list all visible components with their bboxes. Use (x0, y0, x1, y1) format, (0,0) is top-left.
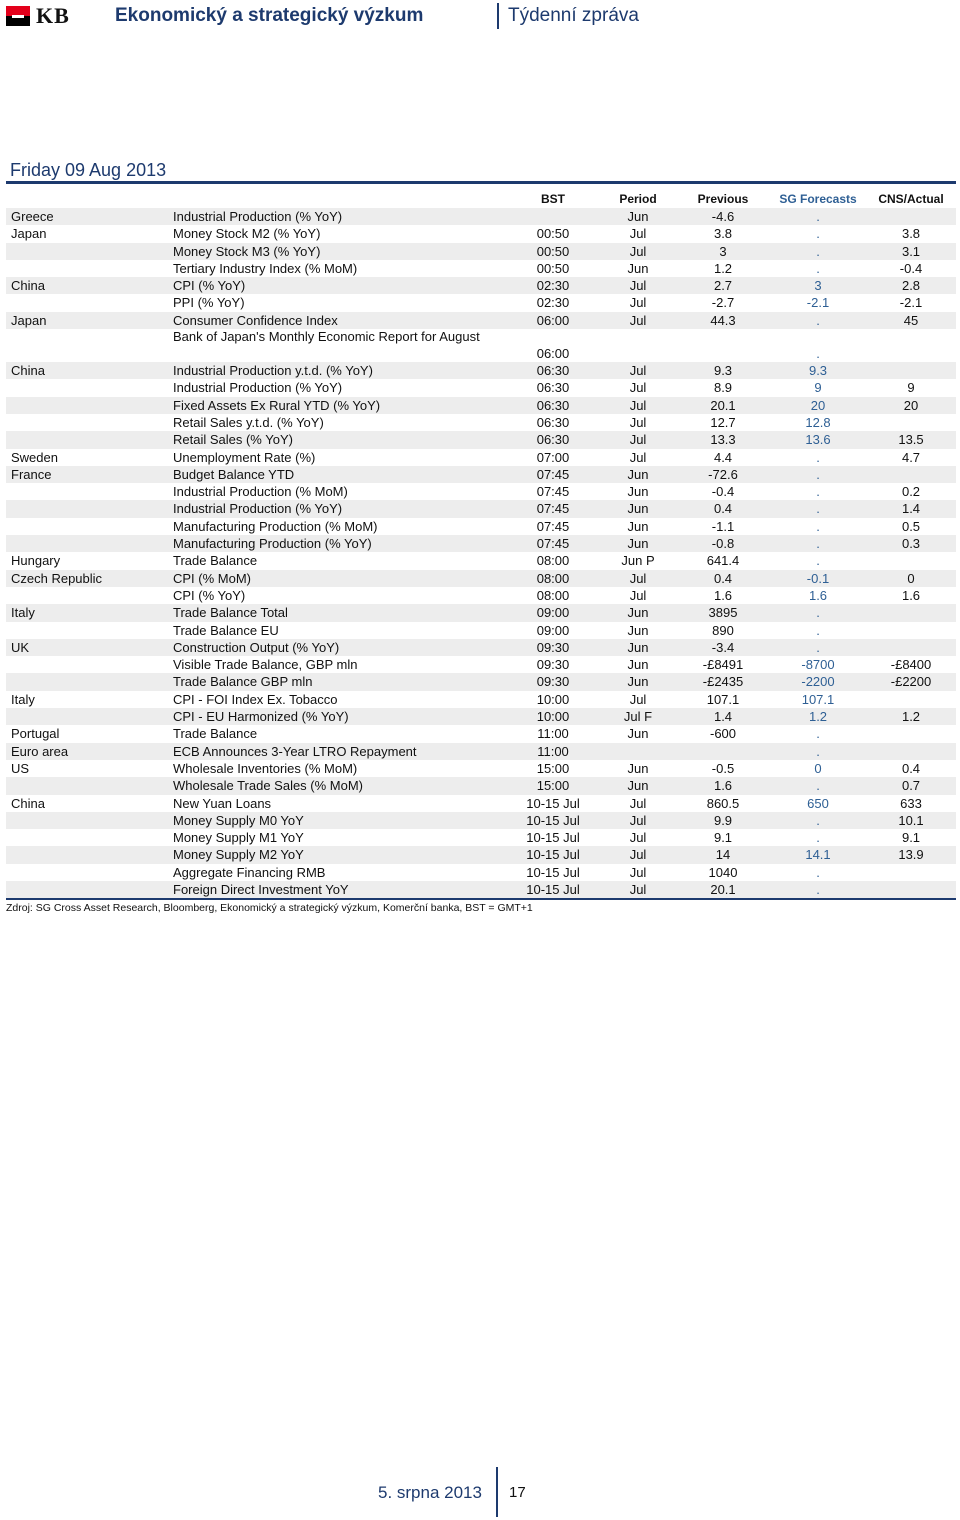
cell-period: Jul (629, 243, 647, 259)
cell-bst: 09:30 (536, 674, 570, 690)
cell-previous: 44.3 (710, 312, 736, 328)
cell-sg: . (816, 881, 820, 897)
table-row (6, 243, 956, 260)
table-row (6, 260, 956, 277)
cell-bst: 00:50 (536, 260, 570, 276)
economic-calendar-table (6, 190, 956, 900)
cell-bst: 10-15 Jul (526, 812, 580, 828)
header-period: Period (619, 192, 657, 206)
cell-bst: 07:45 (536, 501, 570, 517)
cell-cns: 0.7 (901, 778, 921, 794)
table-row (6, 362, 956, 379)
cell-country: China (11, 278, 45, 294)
cell-cns: 45 (903, 312, 919, 328)
cell-previous: 9.9 (713, 812, 733, 828)
cell-sg: . (816, 226, 820, 242)
cell-previous: -600 (709, 726, 737, 742)
cell-event: Industrial Production y.t.d. (% YoY) (173, 363, 373, 379)
cell-period: Jul (629, 864, 647, 880)
table-row (6, 604, 956, 621)
header-bst: BST (541, 192, 565, 206)
cell-event: Industrial Production (% MoM) (173, 484, 348, 500)
cell-previous: -£8491 (702, 657, 744, 673)
cell-country: Italy (11, 605, 35, 621)
cell-period: Jul (629, 432, 647, 448)
cell-period: Jul (629, 312, 647, 328)
cell-sg: . (816, 726, 820, 742)
cell-previous: -£2435 (702, 674, 744, 690)
cell-previous: 1040 (708, 864, 738, 880)
cell-cns: 1.2 (901, 709, 921, 725)
cell-bst: 02:30 (536, 295, 570, 311)
cell-period: Jul (629, 295, 647, 311)
cell-sg: -0.1 (806, 570, 830, 586)
cell-cns: 1.6 (901, 587, 921, 603)
cell-period: Jun (627, 501, 649, 517)
cell-period: Jul (629, 414, 647, 430)
cell-sg: 650 (807, 795, 829, 811)
cell-bst: 06:30 (536, 432, 570, 448)
table-row (6, 500, 956, 517)
cell-cns: 13.5 (898, 432, 924, 448)
cell-event: Trade Balance (173, 726, 258, 742)
cell-previous: 20.1 (710, 881, 736, 897)
table-row (6, 535, 956, 552)
cell-previous: 3.8 (713, 226, 733, 242)
cell-cns: 3.1 (901, 243, 921, 259)
cell-sg: . (816, 536, 820, 552)
cell-previous: -0.5 (711, 760, 735, 776)
table-row (6, 329, 956, 362)
title-rule (6, 181, 956, 184)
cell-bst: 00:50 (536, 243, 570, 259)
cell-event: Money Supply M2 YoY (173, 847, 304, 863)
table-row (6, 397, 956, 414)
table-row (6, 864, 956, 881)
cell-country: UK (11, 639, 30, 655)
header-sg-forecasts: SG Forecasts (779, 192, 857, 206)
cell-period: Jun (627, 622, 649, 638)
cell-sg: -2.1 (806, 295, 830, 311)
cell-bst: 09:30 (536, 657, 570, 673)
cell-period: Jun (627, 209, 649, 224)
cell-period: Jun (627, 518, 649, 534)
cell-bst: 06:30 (536, 363, 570, 379)
cell-previous: 20.1 (710, 397, 736, 413)
cell-event: Money Stock M3 (% YoY) (173, 243, 321, 259)
cell-bst: 10-15 Jul (526, 795, 580, 811)
cell-event: Foreign Direct Investment YoY (173, 881, 349, 897)
cell-previous: 2.7 (713, 278, 733, 294)
cell-sg: . (816, 812, 820, 828)
cell-bst: 08:00 (536, 587, 570, 603)
header-cns-actual: CNS/Actual (878, 192, 944, 206)
cell-event: Wholesale Trade Sales (% MoM) (173, 778, 364, 794)
cell-cns: 633 (900, 795, 922, 811)
cell-previous: 0.4 (713, 570, 733, 586)
cell-bst: 11:00 (537, 743, 569, 759)
cell-previous: 3895 (708, 605, 738, 621)
cell-event: Consumer Confidence Index (173, 312, 338, 328)
cell-sg: . (816, 830, 820, 846)
cell-period: Jun (627, 778, 649, 794)
table-row (6, 449, 956, 466)
cell-event: Trade Balance (173, 553, 258, 569)
cell-previous: 9.3 (713, 363, 733, 379)
cell-event: Money Supply M0 YoY (173, 812, 304, 828)
cell-bst: 10-15 Jul (526, 881, 580, 897)
cell-previous: 4.4 (713, 449, 733, 465)
table-row (6, 725, 956, 742)
cell-event: Retail Sales y.t.d. (% YoY) (173, 414, 324, 430)
kb-logo (6, 3, 70, 28)
cell-sg: . (816, 605, 820, 621)
cell-sg: . (816, 553, 820, 569)
cell-sg: . (816, 622, 820, 638)
cell-bst: 10-15 Jul (526, 830, 580, 846)
cell-period: Jun (627, 726, 649, 742)
table-row (6, 846, 956, 863)
cell-sg: 12.8 (805, 414, 831, 430)
cell-bst: 10:00 (536, 709, 570, 725)
table-row (6, 294, 956, 311)
cell-previous: 1.4 (713, 709, 733, 725)
cell-period: Jul (629, 397, 647, 413)
cell-bst: 07:00 (536, 449, 570, 465)
cell-sg: 9 (814, 380, 822, 396)
cell-event: Unemployment Rate (%) (173, 449, 316, 465)
cell-previous: 1.6 (713, 778, 733, 794)
table-row (6, 708, 956, 725)
table-row (6, 656, 956, 673)
cell-country: US (11, 760, 30, 776)
table-row (6, 743, 956, 760)
cell-cns: 0.5 (901, 518, 921, 534)
cell-previous: 1.2 (713, 260, 733, 276)
cell-cns: 9 (907, 380, 915, 396)
cell-event: Bank of Japan's Monthly Economic Report for August (173, 329, 480, 345)
cell-cns: -2.1 (899, 295, 923, 311)
cell-period: Jul (629, 363, 647, 379)
header-title: Ekonomický a strategický výzkum (115, 5, 424, 26)
cell-cns: 0.3 (901, 536, 921, 552)
cell-sg: . (816, 466, 820, 482)
cell-period: Jun (627, 484, 649, 500)
cell-previous: 8.9 (713, 380, 733, 396)
cell-period: Jul (629, 691, 647, 707)
cell-event: Trade Balance EU (173, 622, 279, 638)
table-row (6, 379, 956, 396)
cell-bst: 15:00 (536, 778, 570, 794)
cell-period: Jun (627, 760, 649, 776)
cell-event: Manufacturing Production (% MoM) (173, 518, 378, 534)
cell-country: Japan (11, 226, 47, 242)
cell-cns: 13.9 (898, 847, 924, 863)
cell-cns: 4.7 (901, 449, 921, 465)
cell-cns: -£2200 (890, 674, 932, 690)
cell-bst: 09:00 (536, 622, 570, 638)
cell-event: CPI - FOI Index Ex. Tobacco (173, 691, 338, 707)
cell-country: China (11, 795, 45, 811)
cell-event: CPI - EU Harmonized (% YoY) (173, 709, 349, 725)
table-row (6, 777, 956, 794)
cell-sg: . (816, 743, 820, 759)
table-bottom-rule (6, 898, 956, 900)
cell-event: PPI (% YoY) (173, 295, 245, 311)
cell-sg: 13.6 (805, 432, 831, 448)
cell-cns: 0.2 (901, 484, 921, 500)
cell-previous: 860.5 (706, 795, 740, 811)
cell-event: Money Stock M2 (% YoY) (173, 226, 321, 242)
cell-event: Trade Balance Total (173, 605, 288, 621)
cell-previous: 14 (715, 847, 731, 863)
cell-period: Jul (629, 812, 647, 828)
cell-period: Jun (627, 536, 649, 552)
cell-previous: 13.3 (710, 432, 736, 448)
cell-bst: 00:50 (536, 226, 570, 242)
cell-event: Industrial Production (% YoY) (173, 380, 343, 396)
cell-bst: 10-15 Jul (526, 847, 580, 863)
source-note: Zdroj: SG Cross Asset Research, Bloomberg, Ekonomický a strategický výzkum, Komerční banka, BST = GMT+1 (6, 902, 533, 914)
cell-bst: 07:45 (536, 536, 570, 552)
cell-previous: -2.7 (711, 295, 735, 311)
table-row (6, 414, 956, 431)
cell-sg: . (816, 639, 820, 655)
kb-logo-mark-icon (6, 6, 30, 26)
cell-event: CPI (% YoY) (173, 587, 246, 603)
cell-event: CPI (% MoM) (173, 570, 251, 586)
cell-period: Jul (629, 847, 647, 863)
cell-bst: 02:30 (536, 278, 570, 294)
kb-logo-text: KB (36, 3, 70, 28)
cell-period: Jul (629, 830, 647, 846)
cell-sg: . (816, 260, 820, 276)
cell-previous: -0.4 (711, 484, 735, 500)
page-header (0, 0, 960, 34)
header-subtitle: Týdenní zpráva (508, 5, 639, 26)
cell-previous: -1.1 (711, 518, 735, 534)
cell-previous: 12.7 (710, 414, 736, 430)
cell-event: New Yuan Loans (173, 795, 272, 811)
cell-period: Jul (629, 570, 647, 586)
cell-bst: 06:00 (536, 346, 570, 362)
cell-previous: 9.1 (713, 830, 733, 846)
cell-event: Retail Sales (% YoY) (173, 432, 293, 448)
cell-period: Jul (629, 226, 647, 242)
cell-cns: 20 (903, 397, 919, 413)
footer-divider (496, 1467, 498, 1517)
cell-cns: -£8400 (890, 657, 932, 673)
cell-sg: . (816, 778, 820, 794)
table-body (6, 208, 956, 898)
cell-previous: 3 (719, 243, 727, 259)
cell-previous: 641.4 (706, 553, 740, 569)
table-row (6, 812, 956, 829)
cell-previous: 1.6 (713, 587, 733, 603)
cell-previous: 107.1 (706, 691, 740, 707)
cell-country: China (11, 363, 45, 379)
cell-event: Visible Trade Balance, GBP mln (173, 657, 358, 673)
cell-bst: 07:45 (536, 484, 570, 500)
day-title: Friday 09 Aug 2013 (10, 160, 167, 180)
cell-bst: 10:00 (536, 691, 570, 707)
table-row (6, 483, 956, 500)
table-header-row (6, 190, 960, 208)
cell-previous: 0.4 (713, 501, 733, 517)
cell-sg: . (816, 864, 820, 880)
cell-cns: -0.4 (899, 260, 923, 276)
cell-sg: -8700 (801, 657, 835, 673)
cell-event: CPI (% YoY) (173, 278, 246, 294)
cell-period: Jul (629, 380, 647, 396)
cell-bst: 15:00 (536, 760, 570, 776)
cell-previous: -0.8 (711, 536, 735, 552)
cell-country: Greece (11, 209, 54, 224)
table-row (6, 570, 956, 587)
cell-sg: 3 (814, 278, 822, 294)
cell-cns: 1.4 (901, 501, 921, 517)
cell-bst: 06:30 (536, 414, 570, 430)
cell-bst: 06:30 (536, 380, 570, 396)
cell-sg: 1.6 (808, 587, 828, 603)
cell-bst: 07:45 (536, 518, 570, 534)
cell-period: Jul F (623, 709, 653, 725)
cell-period: Jun (627, 466, 649, 482)
cell-event: ECB Announces 3-Year LTRO Repayment (173, 743, 417, 759)
cell-cns: 9.1 (901, 830, 921, 846)
cell-bst: 06:00 (536, 312, 570, 328)
footer-date: 5. srpna 2013 (378, 1483, 482, 1502)
cell-previous: -4.6 (711, 209, 735, 224)
cell-sg: . (816, 449, 820, 465)
cell-period: Jul (629, 449, 647, 465)
cell-cns: 10.1 (898, 812, 924, 828)
cell-previous: -3.4 (711, 639, 735, 655)
cell-bst: 06:30 (536, 397, 570, 413)
header-divider (497, 3, 499, 29)
cell-sg: 9.3 (808, 363, 828, 379)
cell-sg: 0 (814, 760, 822, 776)
cell-sg: . (816, 501, 820, 517)
cell-sg: . (816, 209, 820, 224)
cell-period: Jul (629, 795, 647, 811)
cell-country: France (11, 466, 52, 482)
table-row (6, 639, 956, 656)
cell-previous: 890 (712, 622, 734, 638)
table-row (6, 622, 956, 639)
cell-sg: . (816, 346, 820, 362)
cell-sg: . (816, 243, 820, 259)
cell-period: Jun (627, 657, 649, 673)
cell-country: Czech Republic (11, 570, 103, 586)
cell-event: Manufacturing Production (% YoY) (173, 536, 372, 552)
table-row (6, 552, 956, 569)
cell-sg: 14.1 (805, 847, 831, 863)
cell-event: Industrial Production (% YoY) (173, 501, 343, 517)
cell-event: Tertiary Industry Index (% MoM) (173, 260, 358, 276)
cell-country: Japan (11, 312, 47, 328)
table-row (6, 518, 956, 535)
cell-bst: 11:00 (537, 726, 569, 742)
cell-cns: 0 (907, 570, 915, 586)
cell-event: Industrial Production (% YoY) (173, 209, 343, 224)
cell-sg: . (816, 312, 820, 328)
cell-bst: 09:30 (536, 639, 570, 655)
cell-event: Money Supply M1 YoY (173, 830, 304, 846)
table-row (6, 466, 956, 483)
table-row (6, 829, 956, 846)
header-previous: Previous (697, 192, 749, 206)
table-row (6, 312, 956, 329)
table-row (6, 587, 956, 604)
cell-sg: 20 (810, 397, 826, 413)
table-row (6, 881, 956, 898)
cell-event: Wholesale Inventories (% MoM) (173, 760, 358, 776)
cell-country: Euro area (11, 743, 69, 759)
cell-period: Jul (629, 587, 647, 603)
cell-previous: -72.6 (708, 466, 738, 482)
cell-period: Jun (627, 639, 649, 655)
table-row (6, 760, 956, 777)
page-number: 17 (509, 1484, 526, 1501)
cell-event: Budget Balance YTD (173, 466, 295, 482)
cell-bst: 09:00 (536, 605, 570, 621)
cell-event: Trade Balance GBP mln (173, 674, 313, 690)
table-row (6, 431, 956, 448)
cell-event: Aggregate Financing RMB (173, 864, 326, 880)
table-row (6, 225, 956, 242)
table-row (6, 795, 956, 812)
cell-cns: 0.4 (901, 760, 921, 776)
cell-sg: . (816, 484, 820, 500)
cell-period: Jun (627, 605, 649, 621)
cell-country: Sweden (11, 449, 58, 465)
cell-period: Jun P (621, 553, 655, 569)
cell-period: Jun (627, 260, 649, 276)
cell-country: Hungary (11, 553, 61, 569)
cell-bst: 08:00 (536, 553, 570, 569)
cell-period: Jul (629, 278, 647, 294)
cell-bst: 07:45 (536, 466, 570, 482)
cell-country: Portugal (11, 726, 60, 742)
cell-period: Jul (629, 881, 647, 897)
cell-event: Fixed Assets Ex Rural YTD (% YoY) (173, 397, 381, 413)
cell-sg: 107.1 (801, 691, 835, 707)
table-row (6, 691, 956, 708)
cell-country: Italy (11, 691, 35, 707)
cell-sg: . (816, 518, 820, 534)
table-row (6, 208, 956, 225)
cell-cns: 3.8 (901, 226, 921, 242)
table-row (6, 277, 956, 294)
cell-bst: 10-15 Jul (526, 864, 580, 880)
cell-sg: -2200 (801, 674, 835, 690)
cell-bst: 08:00 (536, 570, 570, 586)
table-row (6, 673, 956, 690)
cell-sg: 1.2 (808, 709, 828, 725)
cell-cns: 2.8 (901, 278, 921, 294)
cell-event: Construction Output (% YoY) (173, 639, 340, 655)
cell-period: Jun (627, 674, 649, 690)
